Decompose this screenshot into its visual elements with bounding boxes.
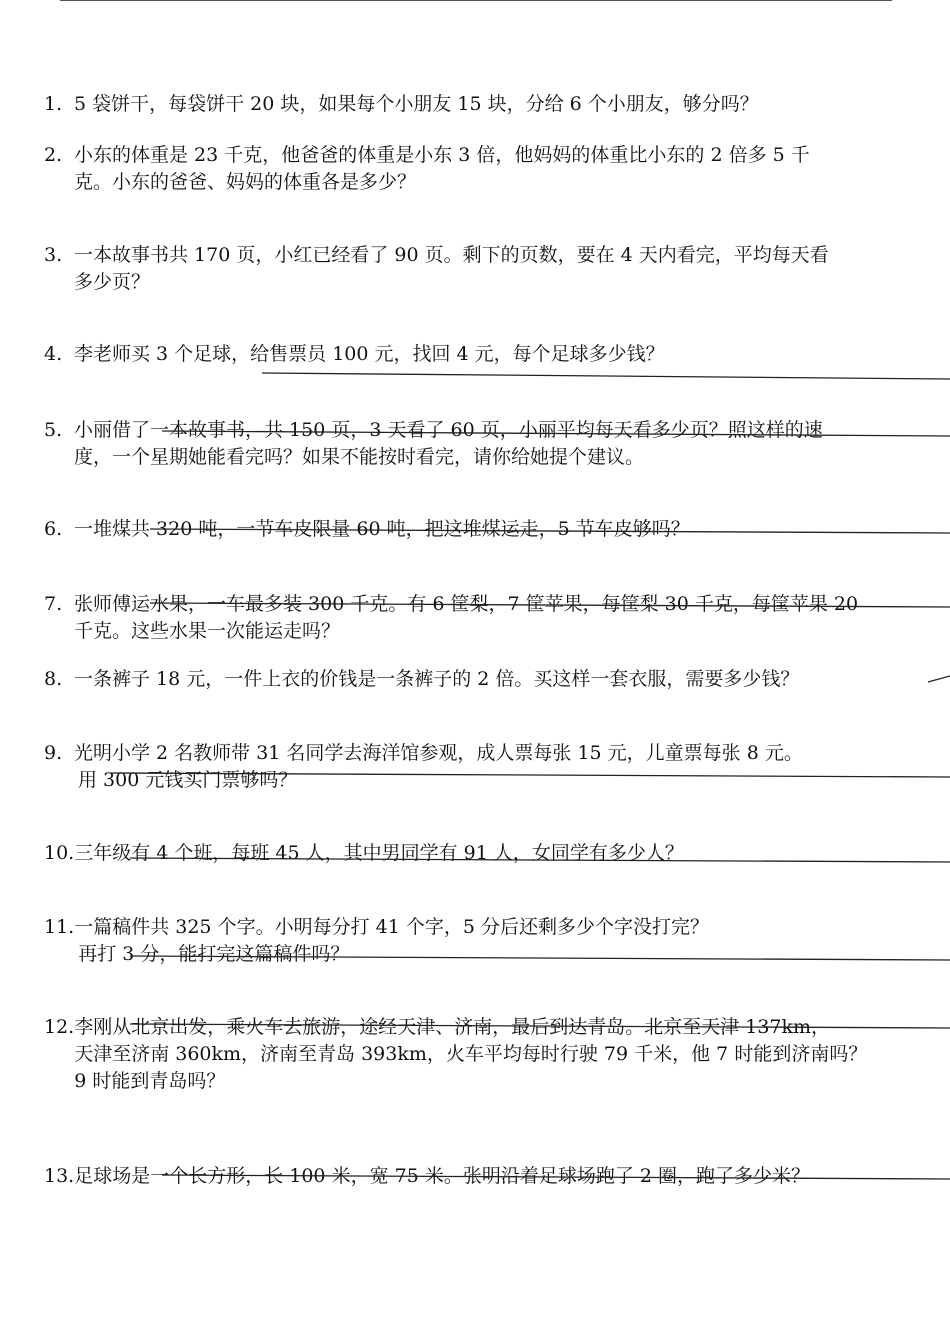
problem-text-line: 度，一个星期她能看完吗？如果不能按时看完，请你给她提个建议。 <box>74 446 645 468</box>
problem-13 <box>44 1163 910 1190</box>
problem-9 <box>44 740 910 794</box>
problem-text-line: 李老师买 3 个足球，给售票员 100 元，找回 4 元，每个足球多少钱？ <box>74 343 665 365</box>
problem-number: 13. <box>44 1165 75 1187</box>
problem-text <box>74 417 910 471</box>
problem-number: 8. <box>44 668 63 690</box>
problem-text <box>74 142 910 196</box>
problem-12 <box>44 1014 910 1095</box>
problem-number: 3. <box>44 244 63 266</box>
problem-number: 12. <box>44 1016 75 1038</box>
stray-line <box>262 373 950 379</box>
problem-text <box>74 740 910 794</box>
problem-text-line: 5 袋饼干，每袋饼干 20 块，如果每个小朋友 15 块，分给 6 个小朋友，够分吗？ <box>74 93 759 115</box>
problem-text-line: 李刚从北京出发，乘火车去旅游，途经天津、济南，最后到达青岛。北京至天津 137km， <box>74 1016 831 1038</box>
problem-text <box>74 666 910 693</box>
problem-text-line: 足球场是一个长方形，长 100 米，宽 75 米。张明沿着足球场跑了 2 圈，跑了多少米？ <box>74 1165 810 1187</box>
problem-text-line: 多少页？ <box>74 271 151 293</box>
problem-number: 1. <box>44 93 63 115</box>
problem-3 <box>44 242 910 296</box>
problem-text-line: 千克。这些水果一次能运走吗？ <box>74 620 341 642</box>
top-rule <box>60 0 892 1</box>
problem-text <box>74 840 910 867</box>
problem-number: 9. <box>44 742 63 764</box>
problem-1 <box>44 91 910 118</box>
problem-number: 10. <box>44 842 75 864</box>
stray-line <box>928 676 950 682</box>
problem-text-line: 小东的体重是 23 千克，他爸爸的体重是小东 3 倍，他妈妈的体重比小东的 2 倍多 5 千 <box>74 144 810 166</box>
problem-text <box>74 242 910 296</box>
problem-number: 5. <box>44 419 63 441</box>
problem-7 <box>44 591 910 645</box>
problem-6 <box>44 516 910 543</box>
problem-number: 7. <box>44 593 63 615</box>
problem-text-line: 天津至济南 360km，济南至青岛 393km，火车平均每时行驶 79 千米，他 7 时能到济南吗？ <box>74 1043 868 1065</box>
problem-text <box>74 914 910 968</box>
problem-text-line: 光明小学 2 名教师带 31 名同学去海洋馆参观，成人票每张 15 元，儿童票每张 8 元。 <box>74 742 803 764</box>
problem-text <box>74 91 910 118</box>
problem-text-line: 一条裤子 18 元，一件上衣的价钱是一条裤子的 2 倍。买这样一套衣服，需要多少钱？ <box>74 668 800 690</box>
problem-number: 11. <box>44 916 75 938</box>
problem-2 <box>44 142 910 196</box>
problem-number: 6. <box>44 518 63 540</box>
problem-text <box>74 591 910 645</box>
problem-text-line: 9 时能到青岛吗？ <box>74 1070 226 1092</box>
problem-text-line: 张师傅运水果，一车最多装 300 千克。有 6 筐梨，7 筐苹果，每筐梨 30 千克，每筐苹果 20 <box>74 593 859 615</box>
problem-text-line: 用 300 元钱买门票够吗？ <box>78 769 298 791</box>
problem-text-line: 克。小东的爸爸、妈妈的体重各是多少？ <box>74 171 417 193</box>
problem-text <box>74 516 910 543</box>
problem-text <box>74 1014 910 1095</box>
problem-text-line: 三年级有 4 个班，每班 45 人，其中男同学有 91 人，女同学有多少人？ <box>74 842 684 864</box>
problem-text-line: 一本故事书共 170 页，小红已经看了 90 页。剩下的页数，要在 4 天内看完，平均每天看 <box>74 244 829 266</box>
problem-8 <box>44 666 910 693</box>
problem-text-line: 再打 3 分，能打完这篇稿件吗？ <box>78 943 350 965</box>
problem-text-line: 小丽借了一本故事书，共 150 页，3 天看了 60 页，小丽平均每天看多少页？照这样的速 <box>74 419 823 441</box>
problem-10 <box>44 840 910 867</box>
problem-4 <box>44 341 910 368</box>
problem-text <box>74 341 910 368</box>
problem-number: 4. <box>44 343 63 365</box>
problem-number: 2. <box>44 144 63 166</box>
problem-text <box>74 1163 910 1190</box>
problem-text-line: 一篇稿件共 325 个字。小明每分打 41 个字，5 分后还剩多少个字没打完？ <box>74 916 709 938</box>
problem-5 <box>44 417 910 471</box>
problem-text-line: 一堆煤共 320 吨，一节车皮限量 60 吨，把这堆煤运走，5 节车皮够吗？ <box>74 518 690 540</box>
problem-11 <box>44 914 910 968</box>
